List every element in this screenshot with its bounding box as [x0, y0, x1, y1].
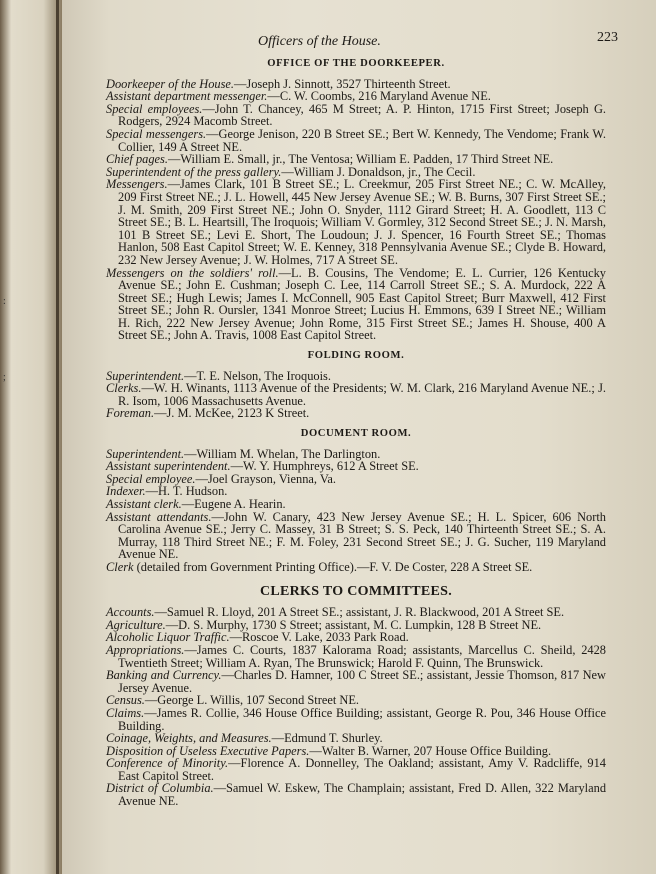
- entry-text: —J. M. McKee, 2123 K Street.: [154, 406, 310, 421]
- entry-role: Assistant department messenger.: [106, 89, 268, 104]
- entry: [106, 705, 606, 733]
- section-heading-document-room: DOCUMENT ROOM.: [300, 428, 412, 440]
- entry-role: Agriculture.: [106, 617, 166, 632]
- entry-text: —W. Y. Humphreys, 612 A Street SE.: [230, 459, 419, 474]
- entry-role: Assistant attendants.: [106, 509, 212, 524]
- entry-role: Messengers.: [106, 177, 168, 192]
- entry-text: —George Jenison, 220 B Street SE.; Bert W. Kennedy, The Vendome; Frank W. Collier, 149 A Street NE.: [118, 126, 607, 154]
- entry-role: Special messengers.: [106, 126, 207, 141]
- section-heading-folding-room: FOLDING ROOM.: [307, 350, 405, 362]
- entry-text: —Florence A. Donnelley, The Oakland; assistant, Amy V. Radcliffe, 914 East Capitol Street.: [118, 756, 606, 783]
- entry-role: Foreman.: [106, 406, 155, 421]
- entry-text: —William M. Whelan, The Darlington.: [184, 446, 381, 461]
- entry-role: Superintendent.: [106, 368, 185, 383]
- entry-text: —Joseph J. Sinnott, 3527 Thirteenth Street.: [234, 76, 451, 91]
- entry-role: Accounts.: [106, 605, 155, 620]
- entry-role: Chief pages.: [106, 152, 168, 167]
- entry-role: Indexer.: [106, 484, 146, 499]
- entry-text: (detailed from Government Printing Office).—F. V. De Coster, 228 A Street SE.: [133, 559, 533, 574]
- entry-role: Special employee.: [106, 471, 196, 486]
- book-page: [62, 0, 656, 874]
- entry: [106, 265, 607, 343]
- entry-role: Clerk: [106, 559, 134, 574]
- entry-text: —James C. Courts, 1837 Kalorama Road; assistants, Marcellus C. Sheild, 2428 Twentieth Street; William A. Ryan, The Brunswick; Harold F. Quinn, The Brunswick.: [118, 642, 606, 670]
- entry-text: —Charles D. Hamner, 100 C Street SE.; assistant, Jessie Thomson, 817 New Jersey Avenue.: [118, 668, 607, 695]
- entry-role: Assistant clerk.: [106, 497, 182, 511]
- entry-text: —William J. Donaldson, jr., The Cecil.: [281, 164, 476, 179]
- entry-role: Banking and Currency.: [106, 668, 222, 683]
- section-heading-doorkeeper: OFFICE OF THE DOORKEEPER.: [267, 58, 445, 69]
- entry-text: —Eugene A. Hearin.: [181, 497, 286, 511]
- entry-role: Alcoholic Liquor Traffic.: [106, 630, 230, 645]
- entry-role: District of Columbia.: [106, 781, 214, 796]
- entry-role: Coinage, Weights, and Measures.: [106, 731, 272, 746]
- entry: [106, 781, 607, 809]
- entry-text: —C. W. Coombs, 216 Maryland Avenue NE.: [267, 89, 491, 104]
- entry: [106, 101, 606, 129]
- entry: [106, 642, 606, 670]
- entry-text: —W. H. Winants, 1113 Avenue of the Presidents; W. M. Clark, 216 Maryland Avenue NE.; J. R. Isom, 1006 Massachusetts Avenue.: [118, 381, 606, 408]
- entry: [106, 126, 607, 154]
- entry-text: —Samuel R. Lloyd, 201 A Street SE.; assistant, J. R. Blackwood, 201 A Street SE.: [154, 605, 565, 620]
- entry-text: —L. B. Cousins, The Vendome; E. L. Currier, 126 Kentucky Avenue SE.; John E. Cushman; Joseph C. Lee, 114 Carroll Street SE.; S. A. Murdock, 222 A Street SE.; Hugh Lewis; James I. McConnell, 905 East Capitol Street; Burr Maxwell, 412 First Street SE.; John R. Oursler, 1341 Monroe Street; Lucius H. Emmons, 639 I Street NE.; William H. Rich, 222 New Jersey Avenue; John Rome, 315 First Street SE.; James H. Shouse, 400 A Street SE.; John A. Travis, 1008 East Capitol Street.: [118, 265, 607, 343]
- running-head-title: Officers of the House.: [258, 34, 381, 49]
- entry: [106, 668, 607, 695]
- entry-text: —William E. Small, jr., The Ventosa; William E. Padden, 17 Third Street NE.: [167, 152, 554, 167]
- entry: [106, 406, 606, 421]
- gutter-mark: :: [3, 296, 6, 307]
- entry-role: Disposition of Useless Executive Papers.: [106, 743, 310, 758]
- entry-text: —Joel Grayson, Vienna, Va.: [195, 471, 337, 486]
- entry-role: Appropriations.: [106, 642, 185, 657]
- entry: [106, 509, 606, 562]
- page-number: 223: [597, 30, 618, 45]
- entry-role: Superintendent of the press gallery.: [106, 164, 282, 179]
- entry-text: —James R. Collie, 346 House Office Building; assistant, George R. Pou, 346 House Office Building.: [118, 705, 606, 733]
- entry-role: Clerks.: [106, 381, 142, 396]
- entry-role: Claims.: [106, 705, 145, 720]
- book-binding: [56, 0, 59, 874]
- entry-text: —D. S. Murphy, 1730 S Street; assistant, M. C. Lumpkin, 128 B Street NE.: [165, 617, 542, 632]
- entry-text: —Walter B. Warner, 207 House Office Building.: [309, 743, 552, 758]
- entry-text: —John W. Canary, 423 New Jersey Avenue SE.; H. L. Spicer, 606 North Carolina Avenue SE.; Jerry C. Massey, 31 B Street; S. S. Peck, 140 Thirteenth Street SE.; S. A. Murray, 118 Third Street NE.; F. M. Foley, 231 Second Street SE.; J. G. Sucher, 119 Maryland Avenue NE.: [118, 509, 606, 562]
- adjacent-page-gutter: [0, 0, 62, 874]
- gutter-mark: ;: [3, 372, 6, 383]
- entry-text: —Samuel W. Eskew, The Champlain; assistant, Fred D. Allen, 322 Maryland Avenue NE.: [118, 781, 607, 809]
- entry-role: Doorkeeper of the House.: [106, 76, 235, 91]
- entry-text: —James Clark, 101 B Street SE.; L. Creekmur, 205 First Street NE.; C. W. McAlley, 209 First Street NE.; J. L. Howell, 445 New Jersey Avenue SE.; W. B. Burns, 307 First Street SE.; J. M. Smith, 209 First Street NE.; John O. Snyder, 1112 Girard Street; H. A. Goodlett, 113 C Street SE.; B. L. Heartsill, The Iroquois; William V. Gormley, 312 Second Street SE.; J. N. Marsh, 101 B Street SE.; Levi E. Short, The Loudoun; J. J. Spencer, 16 Fourth Street SE.; Thomas Hanlon, 508 East Capitol Street; W. E. Kenney, 318 Pennsylvania Avenue SE.; Clyde B. Howard, 232 New Jersey Avenue; J. W. Holmes, 717 A Street SE.: [118, 177, 606, 267]
- entry: [106, 756, 606, 783]
- entry: [106, 177, 606, 267]
- entry-text: —Edmund T. Shurley.: [271, 731, 383, 746]
- page-text: [106, 28, 618, 809]
- entry: [106, 559, 606, 574]
- entry-role: Assistant superintendent.: [106, 459, 231, 474]
- entry-text: —H. T. Hudson.: [145, 484, 228, 499]
- entry-role: Superintendent.: [106, 446, 185, 461]
- entry-role: Special employees.: [106, 101, 203, 116]
- entry-text: —Roscoe V. Lake, 2033 Park Road.: [229, 630, 409, 645]
- section-heading-committees: CLERKS TO COMMITTEES.: [259, 583, 453, 599]
- running-head: [106, 28, 618, 50]
- entry-text: —George L. Willis, 107 Second Street NE.: [144, 693, 360, 708]
- entry: [106, 381, 606, 408]
- entry-role: Conference of Minority.: [106, 756, 229, 771]
- entry-role: Census.: [106, 693, 145, 708]
- entry-text: —T. E. Nelson, The Iroquois.: [184, 368, 331, 383]
- entry-role: Messengers on the soldiers' roll.: [106, 265, 279, 280]
- entry-text: —John T. Chancey, 465 M Street; A. P. Hinton, 1715 First Street; Joseph G. Rodgers, 2924 Macomb Street.: [118, 101, 606, 129]
